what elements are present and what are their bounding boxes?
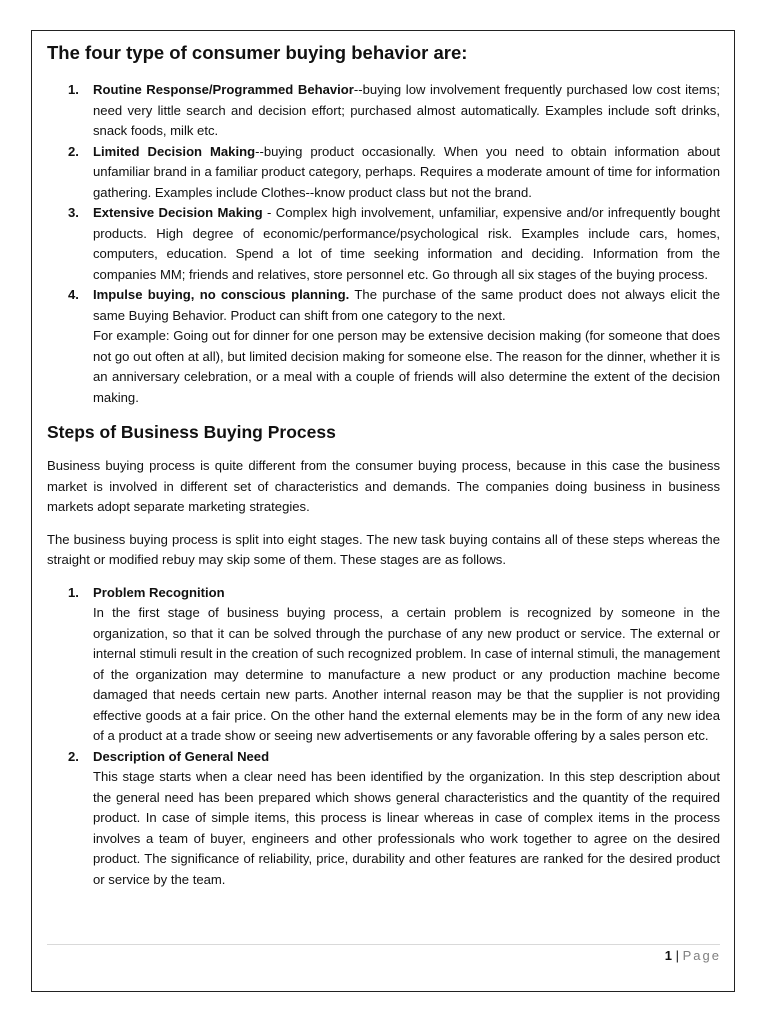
consumer-behavior-list	[47, 80, 720, 408]
list-number: 3.	[68, 205, 79, 220]
item-text: --buying product occasionally. When you need to obtain information about unfamiliar brand in a familiar product category, perhaps. Requires a moderate amount of time for information gathering. Examples include Clothes--know product class but not the brand.	[93, 143, 720, 200]
consumer-behavior-heading: The four type of consumer buying behavior are:	[47, 42, 468, 63]
list-item	[47, 583, 720, 747]
list-item	[47, 80, 720, 142]
business-buying-heading: Steps of Business Buying Process	[47, 422, 336, 442]
item-text: The purchase of the same product does not always elicit the same Buying Behavior. Product can shift from one category to the next.	[93, 287, 720, 323]
list-item	[47, 285, 720, 408]
step-text: This stage starts when a clear need has been identified by the organization. In this step description about the general need has been prepared which shows general characteristics and the quantity of the required product. In case of simple items, this process is linear whereas in case of complex items in the process involves a team of buyer, engineers and other professionals who work together to agree on the desired product. The significance of reliability, price, durability and other features are ranked for the desired product or service by the team.	[93, 769, 720, 887]
buying-steps-list	[47, 583, 720, 891]
item-text: - Complex high involvement, unfamiliar, expensive and/or infrequently bought products. High degree of economic/performance/psychological risk. Examples include cars, homes, computers, education. Spend a lot of time seeking information and deciding. Information from the companies MM; friends and relatives, store personnel etc. Go through all six stages of the buying process.	[93, 205, 720, 282]
item-title: Extensive Decision Making	[93, 205, 263, 220]
document-body	[47, 40, 720, 890]
item-example: For example: Going out for dinner for one person may be extensive decision making (for someone that does not go out often at all), but limited decision making for someone else. The reason for the dinner, whether it is an anniversary celebration, or a meal with a couple of friends will also determine the extent of the decision making.	[93, 328, 720, 405]
list-number: 1.	[68, 584, 79, 600]
item-title: Limited Decision Making	[93, 143, 256, 159]
list-item	[47, 203, 720, 285]
footer-divider	[47, 944, 720, 945]
list-number: 2.	[68, 143, 79, 159]
list-item	[47, 747, 720, 891]
step-title: Problem Recognition	[93, 584, 225, 600]
list-number: 1.	[68, 82, 79, 97]
page-label: Page	[682, 948, 721, 963]
stages-paragraph: The business buying process is split into eight stages. The new task buying contains all of these steps whereas the straight or modified rebuy may skip some of them. These stages are as follows.	[47, 531, 720, 567]
list-number: 4.	[68, 287, 79, 302]
step-text: In the first stage of business buying process, a certain problem is recognized by someone in the organization, so that it can be solved through the purchase of any new product or service. The external or internal stimuli result in the creation of such recognized problem. In case of internal stimuli, the management of the organization may determine to manufacture a new product or any production machine become damaged that needs certain new parts. Another internal reason may be that the supplier is not providing effective goods at a fair price. On the other hand the external elements may be in the form of any new idea of a product at a trade show or seeing new advertisements or any favorable offering by a sales person etc.	[93, 605, 720, 743]
step-title: Description of General Need	[93, 748, 270, 764]
list-item	[47, 142, 720, 204]
item-text: --buying low involvement frequently purchased low cost items; need very little search and decision effort; purchased almost automatically. Examples include soft drinks, snack foods, milk etc.	[93, 82, 720, 138]
footer-separator: |	[675, 948, 679, 963]
page-footer	[665, 947, 721, 965]
item-title: Impulse buying, no conscious planning.	[93, 287, 350, 302]
item-title: Routine Response/Programmed Behavior	[93, 82, 354, 97]
list-number: 2.	[68, 748, 79, 764]
intro-paragraph: Business buying process is quite different from the consumer buying process, because in this case the business market is involved in different set of characteristics and demands. The companies doing business in business markets adopt separate marketing strategies.	[47, 458, 720, 514]
page-number: 1	[664, 948, 672, 963]
